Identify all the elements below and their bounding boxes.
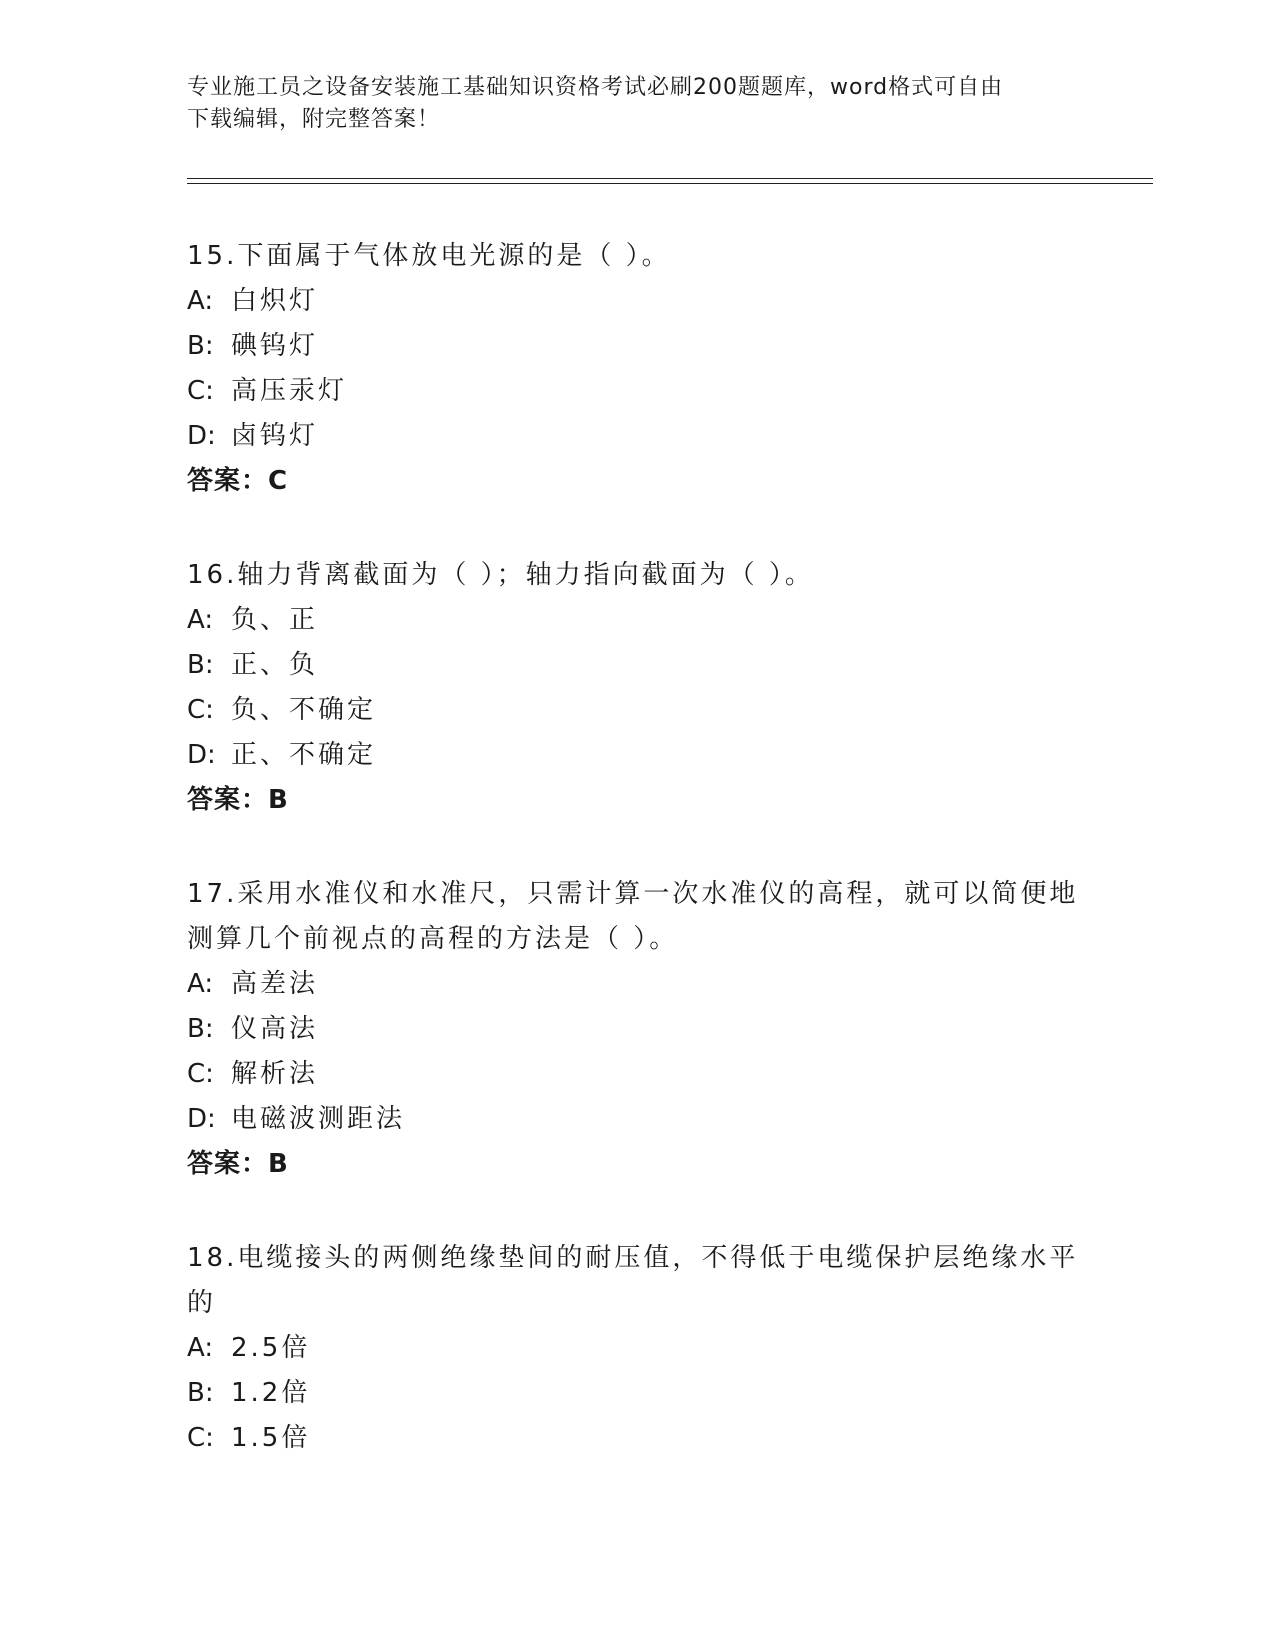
question-15 bbox=[187, 234, 1087, 504]
option-a bbox=[187, 1326, 1087, 1371]
option-key: D: bbox=[187, 421, 216, 451]
option-key: B: bbox=[187, 1014, 214, 1044]
answer-line: 答案：B bbox=[187, 785, 289, 815]
option-d bbox=[187, 414, 1087, 459]
option-c bbox=[187, 688, 1087, 733]
option-key: B: bbox=[187, 1378, 214, 1408]
option-key: A: bbox=[187, 969, 214, 999]
option-text: 高压汞灯 bbox=[231, 376, 348, 406]
option-b bbox=[187, 1007, 1087, 1052]
question-stem: 18.电缆接头的两侧绝缘垫间的耐压值，不得低于电缆保护层绝缘水平 bbox=[187, 1243, 1079, 1273]
option-text: 电磁波测距法 bbox=[231, 1104, 406, 1134]
option-d bbox=[187, 1097, 1087, 1142]
question-17 bbox=[187, 872, 1087, 1187]
option-text: 卤钨灯 bbox=[231, 421, 319, 451]
option-key: D: bbox=[187, 1104, 216, 1134]
option-c bbox=[187, 369, 1087, 414]
option-b bbox=[187, 324, 1087, 369]
option-a bbox=[187, 279, 1087, 324]
option-text: 正、负 bbox=[231, 650, 319, 680]
option-text: 1.2倍 bbox=[231, 1378, 311, 1408]
header-divider-bottom bbox=[187, 183, 1153, 184]
question-16 bbox=[187, 553, 1087, 823]
option-a bbox=[187, 962, 1087, 1007]
option-key: A: bbox=[187, 286, 214, 316]
header-divider-top bbox=[187, 178, 1153, 179]
option-text: 正、不确定 bbox=[231, 740, 377, 770]
option-key: A: bbox=[187, 605, 214, 635]
question-stem-continued: 测算几个前视点的高程的方法是（ ）。 bbox=[187, 924, 679, 954]
option-text: 碘钨灯 bbox=[231, 331, 319, 361]
option-text: 1.5倍 bbox=[231, 1423, 311, 1453]
option-key: B: bbox=[187, 650, 214, 680]
option-b bbox=[187, 1371, 1087, 1416]
option-key: A: bbox=[187, 1333, 214, 1363]
answer-line: 答案：C bbox=[187, 466, 289, 496]
option-b bbox=[187, 643, 1087, 688]
option-key: B: bbox=[187, 331, 214, 361]
option-text: 2.5倍 bbox=[231, 1333, 311, 1363]
option-key: C: bbox=[187, 1059, 214, 1089]
option-d bbox=[187, 733, 1087, 778]
option-c bbox=[187, 1416, 1087, 1461]
header-line-1: 专业施工员之设备安装施工基础知识资格考试必刷200题题库，word格式可自由 bbox=[187, 75, 1004, 100]
question-stem: 15.下面属于气体放电光源的是（ ）。 bbox=[187, 241, 671, 271]
answer-line: 答案：B bbox=[187, 1149, 289, 1179]
option-text: 白炽灯 bbox=[231, 286, 319, 316]
option-key: C: bbox=[187, 1423, 214, 1453]
option-a bbox=[187, 598, 1087, 643]
option-text: 解析法 bbox=[231, 1059, 319, 1089]
option-text: 仪高法 bbox=[231, 1014, 319, 1044]
question-18 bbox=[187, 1236, 1087, 1461]
question-stem-continued: 的 bbox=[187, 1288, 217, 1318]
header-line-2: 下载编辑，附完整答案！ bbox=[187, 107, 441, 132]
option-text: 负、正 bbox=[231, 605, 319, 635]
option-key: C: bbox=[187, 695, 214, 725]
option-text: 高差法 bbox=[231, 969, 319, 999]
option-key: C: bbox=[187, 376, 214, 406]
option-key: D: bbox=[187, 740, 216, 770]
question-stem: 17.采用水准仪和水准尺，只需计算一次水准仪的高程，就可以简便地 bbox=[187, 879, 1079, 909]
option-text: 负、不确定 bbox=[231, 695, 377, 725]
question-stem: 16.轴力背离截面为（ ）；轴力指向截面为（ ）。 bbox=[187, 560, 814, 590]
document-header bbox=[187, 72, 1067, 136]
option-c bbox=[187, 1052, 1087, 1097]
